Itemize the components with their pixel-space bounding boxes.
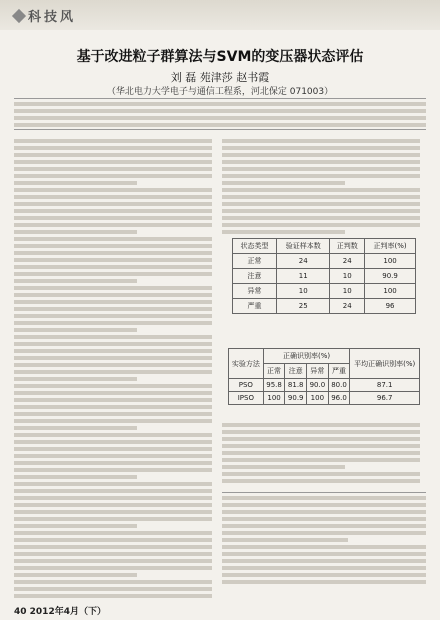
unreadable-text-line [222,216,420,220]
unreadable-text-line [14,545,212,549]
unreadable-text-line [14,244,212,248]
unreadable-text-line [14,286,212,290]
paper-title: 基于改进粒子群算法与SVM的变压器状态评估 [76,49,364,65]
unreadable-text-line [14,594,212,598]
unreadable-text-line [222,472,420,476]
unreadable-text-line [222,174,420,178]
table-cell: 81.8 [285,379,307,392]
table-cell: 96.7 [350,392,420,405]
unreadable-text-line [14,475,137,479]
table-cell: 10 [277,284,330,299]
table1-header: 验证样本数 [277,239,330,254]
unreadable-text-line [14,398,212,402]
table-cell: 正常 [233,254,277,269]
unreadable-text-line [222,209,420,213]
unreadable-text-line [222,458,420,462]
unreadable-text-line [222,188,420,192]
table-cell: 90.9 [285,392,307,405]
unreadable-text-line [14,293,212,297]
unreadable-text-line [222,479,420,483]
table1-header: 状态类型 [233,239,277,254]
unreadable-text-line [14,216,212,220]
unreadable-text-line [222,223,420,227]
unreadable-text-line [14,146,212,150]
table-cell: 注意 [233,269,277,284]
unreadable-text-line [14,321,212,325]
unreadable-text-line [14,510,212,514]
unreadable-text-line [14,265,212,269]
unreadable-text-line [14,335,212,339]
unreadable-text-line [14,573,137,577]
table-cell: 80.0 [328,379,350,392]
unreadable-text-line [14,503,212,507]
page-footer: 40 2012年4月（下） [14,607,106,617]
table-cell: 24 [330,254,365,269]
unreadable-text-line [14,223,212,227]
unreadable-text-line [222,510,426,514]
table-cell: PSO [229,379,264,392]
unreadable-text-line [14,468,212,472]
unreadable-text-line [14,482,212,486]
unreadable-text-line [222,545,426,549]
unreadable-text-line [14,279,137,283]
unreadable-text-line [14,258,212,262]
table-cell: 100 [365,254,416,269]
unreadable-text-line [14,559,212,563]
table-cell: 10 [330,284,365,299]
unreadable-text-line [222,202,420,206]
unreadable-text-line [222,465,345,469]
unreadable-text-line [14,384,212,388]
unreadable-text-line [14,391,212,395]
unreadable-text-line [14,370,212,374]
unreadable-text-line [14,209,212,213]
unreadable-text-line [14,489,212,493]
column-name: 科技风 [28,10,77,25]
unreadable-text-line [222,580,426,584]
abstract-block [14,98,426,130]
unreadable-text-line [222,160,420,164]
unreadable-text-line [14,272,212,276]
unreadable-text-line [222,503,426,507]
unreadable-text-line [14,412,212,416]
table-cell: 10 [330,269,365,284]
unreadable-text-line [222,566,426,570]
unreadable-text-line [14,538,212,542]
unreadable-text-line [14,202,212,206]
unreadable-text-line [14,461,212,465]
unreadable-text-line [222,146,420,150]
unreadable-text-line [222,423,420,427]
table-cell: 100 [263,392,285,405]
table-cell: 96.0 [328,392,350,405]
table2-header: 平均正确识别率(%) [350,349,420,379]
table2-subheader: 异常 [307,364,329,379]
right-column-top [222,136,420,236]
table-cell: 100 [307,392,329,405]
table-2 [228,348,420,405]
table-cell: 11 [277,269,330,284]
table2-subheader: 正常 [263,364,285,379]
unreadable-text-line [14,123,426,127]
unreadable-text-line [222,444,420,448]
unreadable-text-line [14,230,137,234]
unreadable-text-line [222,517,426,521]
table-row [229,379,420,392]
unreadable-text-line [222,531,426,535]
unreadable-text-line [14,496,212,500]
unreadable-text-line [14,153,212,157]
unreadable-text-line [14,102,426,106]
unreadable-text-line [14,552,212,556]
table-cell: IPSO [229,392,264,405]
table-cell: 24 [330,299,365,314]
unreadable-text-line [14,531,212,535]
unreadable-text-line [14,237,212,241]
table2-header: 正确识别率(%) [263,349,350,364]
unreadable-text-line [14,566,212,570]
unreadable-text-line [14,433,212,437]
unreadable-text-line [14,251,212,255]
table1-header: 正判率(%) [365,239,416,254]
unreadable-text-line [222,139,420,143]
table-row [229,392,420,405]
table-cell: 25 [277,299,330,314]
unreadable-text-line [222,230,345,234]
unreadable-text-line [222,195,420,199]
right-column-bottom [222,420,420,486]
table-cell: 96 [365,299,416,314]
unreadable-text-line [222,430,420,434]
paper-affiliation: （华北电力大学电子与通信工程系，河北保定 071003） [106,87,334,97]
table1-header: 正判数 [330,239,365,254]
table-cell: 异常 [233,284,277,299]
unreadable-text-line [222,496,426,500]
unreadable-text-line [222,573,426,577]
unreadable-text-line [14,307,212,311]
table-cell: 24 [277,254,330,269]
unreadable-text-line [14,377,137,381]
table-cell: 87.1 [350,379,420,392]
unreadable-text-line [14,195,212,199]
unreadable-text-line [14,167,212,171]
unreadable-text-line [222,437,420,441]
unreadable-text-line [14,524,137,528]
table-row [233,269,416,284]
unreadable-text-line [222,451,420,455]
table2-header: 实验方法 [229,349,264,379]
unreadable-text-line [14,116,426,120]
unreadable-text-line [14,328,137,332]
unreadable-text-line [14,405,212,409]
unreadable-text-line [14,349,212,353]
unreadable-text-line [222,524,426,528]
unreadable-text-line [14,426,137,430]
column-logo [14,6,76,25]
table-1 [232,238,416,314]
table-cell: 100 [365,284,416,299]
unreadable-text-line [14,174,212,178]
unreadable-text-line [14,356,212,360]
left-column [14,136,212,600]
unreadable-text-line [14,447,212,451]
unreadable-text-line [14,342,212,346]
unreadable-text-line [14,181,137,185]
table-cell: 95.8 [263,379,285,392]
unreadable-text-line [14,300,212,304]
unreadable-text-line [14,517,212,521]
unreadable-text-line [222,153,420,157]
unreadable-text-line [14,188,212,192]
unreadable-text-line [14,454,212,458]
table-cell: 90.9 [365,269,416,284]
table-row [233,284,416,299]
references-block [222,492,426,592]
unreadable-text-line [14,160,212,164]
table-row [233,254,416,269]
table-cell: 严重 [233,299,277,314]
column-mark-icon [12,9,26,23]
table2-subheader: 注意 [285,364,307,379]
unreadable-text-line [14,139,212,143]
table-row [233,299,416,314]
unreadable-text-line [222,559,426,563]
unreadable-text-line [14,587,212,591]
table-cell: 90.0 [307,379,329,392]
unreadable-text-line [222,181,345,185]
unreadable-text-line [14,314,212,318]
unreadable-text-line [14,109,426,113]
unreadable-text-line [14,419,212,423]
unreadable-text-line [222,552,426,556]
unreadable-text-line [14,440,212,444]
paper-authors: 刘 磊 苑津莎 赵书霞 [170,71,270,84]
unreadable-text-line [14,580,212,584]
unreadable-text-line [222,538,348,542]
unreadable-text-line [222,167,420,171]
unreadable-text-line [14,363,212,367]
table2-subheader: 严重 [328,364,350,379]
